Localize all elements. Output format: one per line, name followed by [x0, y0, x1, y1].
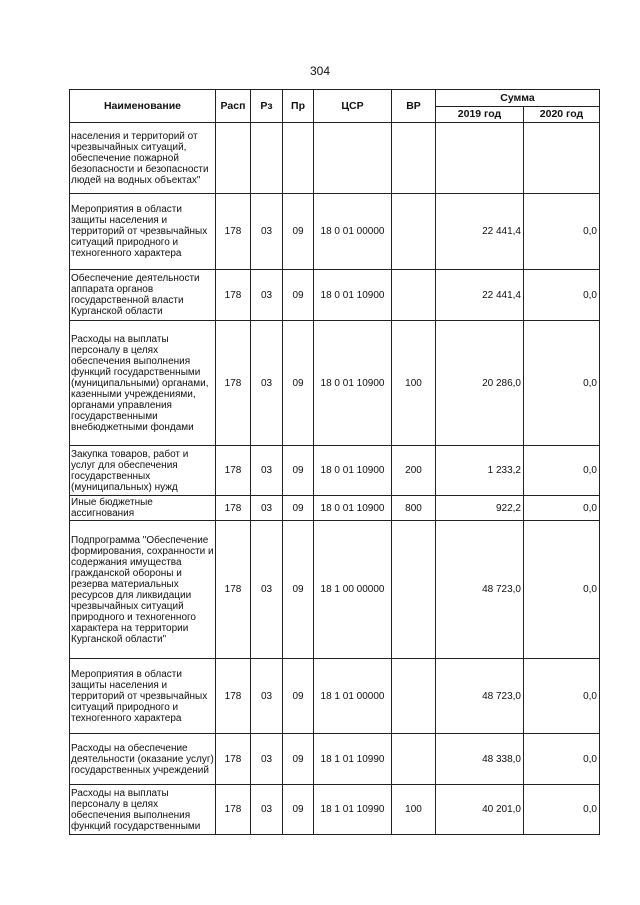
row-rz: 03: [251, 194, 283, 270]
row-2019: 40 201,0: [436, 785, 524, 835]
row-vr: 100: [392, 785, 436, 835]
row-rasp: 178: [216, 446, 251, 496]
row-csr: 18 1 01 10990: [314, 734, 392, 785]
header-vr: ВР: [392, 90, 436, 123]
row-vr: 800: [392, 496, 436, 521]
row-pr: 09: [283, 734, 314, 785]
row-2019: 1 233,2: [436, 446, 524, 496]
row-2019: 48 338,0: [436, 734, 524, 785]
row-vr: [392, 194, 436, 270]
row-rasp: [216, 123, 251, 194]
row-rz: 03: [251, 270, 283, 321]
row-2019: 22 441,4: [436, 270, 524, 321]
row-name: Мероприятия в области защиты населения и территорий от чрезвычайных ситуаций природного и техногенного характера: [70, 659, 216, 734]
row-rasp: 178: [216, 734, 251, 785]
row-csr: 18 1 01 00000: [314, 659, 392, 734]
row-csr: 18 1 00 00000: [314, 521, 392, 659]
row-pr: 09: [283, 521, 314, 659]
row-rz: 03: [251, 521, 283, 659]
row-2019: 22 441,4: [436, 194, 524, 270]
row-name: Иные бюджетные ассигнования: [70, 496, 216, 521]
row-rz: 03: [251, 734, 283, 785]
row-pr: [283, 123, 314, 194]
row-2020: 0,0: [524, 321, 600, 446]
row-csr: 18 0 01 10900: [314, 496, 392, 521]
row-2019: 48 723,0: [436, 521, 524, 659]
row-rasp: 178: [216, 270, 251, 321]
row-rz: 03: [251, 785, 283, 835]
row-name: Обеспечение деятельности аппарата органов государственной власти Курганской области: [70, 270, 216, 321]
row-vr: [392, 734, 436, 785]
row-rz: 03: [251, 321, 283, 446]
row-vr: [392, 270, 436, 321]
row-2019: [436, 123, 524, 194]
row-rasp: 178: [216, 785, 251, 835]
row-rz: 03: [251, 659, 283, 734]
row-2020: 0,0: [524, 446, 600, 496]
table-row: [70, 734, 600, 785]
row-rasp: 178: [216, 321, 251, 446]
row-rz: 03: [251, 496, 283, 521]
row-pr: 09: [283, 194, 314, 270]
header-2020: 2020 год: [524, 107, 600, 123]
row-pr: 09: [283, 446, 314, 496]
row-name: Закупка товаров, работ и услуг для обеспечения государственных (муниципальных) нужд: [70, 446, 216, 496]
row-2019: 20 286,0: [436, 321, 524, 446]
row-vr: [392, 521, 436, 659]
row-csr: 18 0 01 10900: [314, 321, 392, 446]
row-name: Подпрограмма "Обеспечение формирования, сохранности и содержания имущества гражданской обороны и резерва материальных ресурсов для ликвидации чрезвычайных ситуаций природного и техногенного характера на территории Курганской области": [70, 521, 216, 659]
row-2020: 0,0: [524, 659, 600, 734]
row-pr: 09: [283, 785, 314, 835]
budget-table: [69, 89, 600, 835]
header-rz: Рз: [251, 90, 283, 123]
header-pr: Пр: [283, 90, 314, 123]
table-row: [70, 123, 600, 194]
row-vr: [392, 659, 436, 734]
row-2020: 0,0: [524, 785, 600, 835]
row-csr: 18 1 01 10990: [314, 785, 392, 835]
row-pr: 09: [283, 270, 314, 321]
row-rasp: 178: [216, 496, 251, 521]
table-row: [70, 496, 600, 521]
table-row: [70, 194, 600, 270]
row-pr: 09: [283, 659, 314, 734]
row-rz: [251, 123, 283, 194]
table-row: [70, 321, 600, 446]
row-name: Расходы на обеспечение деятельности (оказание услуг) государственных учреждений: [70, 734, 216, 785]
row-csr: 18 0 01 10900: [314, 270, 392, 321]
row-name: Расходы на выплаты персоналу в целях обеспечения выполнения функций государственными (муниципальными) органами, казенными учреждениями, органами управления государственными внебюджетными фондами: [70, 321, 216, 446]
table-row: [70, 785, 600, 835]
row-2020: 0,0: [524, 521, 600, 659]
row-csr: 18 0 01 10900: [314, 446, 392, 496]
header-2019: 2019 год: [436, 107, 524, 123]
row-name: населения и территорий от чрезвычайных ситуаций, обеспечение пожарной безопасности и безопасности людей на водных объектах": [70, 123, 216, 194]
header-csr: ЦСР: [314, 90, 392, 123]
row-2020: [524, 123, 600, 194]
row-2019: 922,2: [436, 496, 524, 521]
row-rasp: 178: [216, 194, 251, 270]
row-vr: 100: [392, 321, 436, 446]
row-pr: 09: [283, 496, 314, 521]
row-pr: 09: [283, 321, 314, 446]
table-row: [70, 521, 600, 659]
table-row: [70, 446, 600, 496]
header-sum: Сумма: [436, 90, 600, 107]
row-rasp: 178: [216, 521, 251, 659]
row-2020: 0,0: [524, 194, 600, 270]
row-rasp: 178: [216, 659, 251, 734]
row-rz: 03: [251, 446, 283, 496]
page-number: 304: [309, 64, 331, 78]
table-row: [70, 270, 600, 321]
row-vr: 200: [392, 446, 436, 496]
row-csr: 18 0 01 00000: [314, 194, 392, 270]
row-2020: 0,0: [524, 734, 600, 785]
header-rasp: Расп: [216, 90, 251, 123]
row-vr: [392, 123, 436, 194]
row-2020: 0,0: [524, 270, 600, 321]
table-row: [70, 659, 600, 734]
row-2020: 0,0: [524, 496, 600, 521]
row-2019: 48 723,0: [436, 659, 524, 734]
row-name: Мероприятия в области защиты населения и территорий от чрезвычайных ситуаций природного и техногенного характера: [70, 194, 216, 270]
header-name: Наименование: [70, 90, 216, 123]
row-csr: [314, 123, 392, 194]
row-name: Расходы на выплаты персоналу в целях обеспечения выполнения функций государственными: [70, 785, 216, 835]
